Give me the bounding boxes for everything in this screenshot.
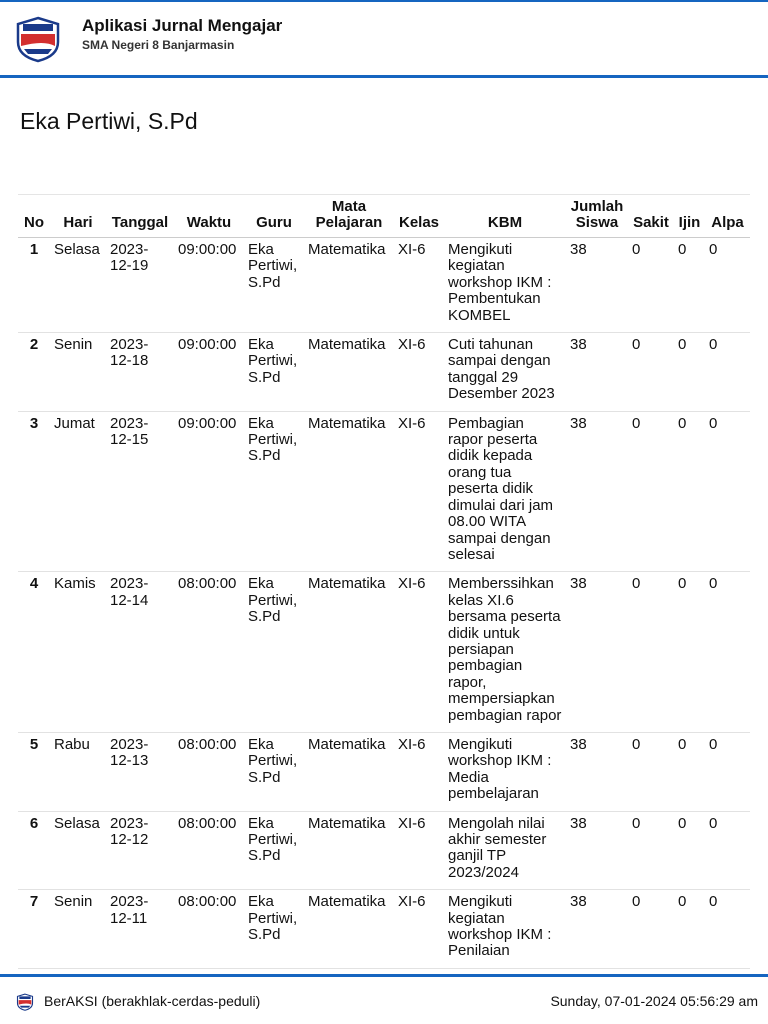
footer-motto: BerAKSI (berakhlak-cerdas-peduli) bbox=[44, 993, 261, 1009]
cell-sakit: 0 bbox=[628, 411, 674, 572]
column-header: Guru bbox=[244, 195, 304, 238]
app-footer bbox=[0, 974, 768, 1024]
cell-jumlah: 38 bbox=[566, 890, 628, 969]
cell-kbm: Pembagian rapor peserta didik kepada orang tua peserta didik dimulai dari jam 08.00 WITA sampai dengan selesai bbox=[444, 411, 566, 572]
cell-hari: Selasa bbox=[50, 811, 106, 890]
column-header: Mata Pelajaran bbox=[304, 195, 394, 238]
cell-mapel: Matematika bbox=[304, 411, 394, 572]
journal-table bbox=[18, 194, 750, 997]
cell-alpa: 0 bbox=[705, 732, 750, 811]
table-row bbox=[18, 732, 750, 811]
cell-sakit: 0 bbox=[628, 732, 674, 811]
cell-guru: Eka Pertiwi, S.Pd bbox=[244, 333, 304, 412]
cell-tanggal: 2023-12-15 bbox=[106, 411, 174, 572]
cell-alpa: 0 bbox=[705, 333, 750, 412]
cell-mapel: Matematika bbox=[304, 732, 394, 811]
app-header bbox=[0, 0, 768, 78]
cell-ijin: 0 bbox=[674, 572, 705, 733]
cell-tanggal: 2023-12-18 bbox=[106, 333, 174, 412]
cell-sakit: 0 bbox=[628, 811, 674, 890]
cell-no: 3 bbox=[18, 411, 50, 572]
cell-hari: Senin bbox=[50, 333, 106, 412]
column-header: Jumlah Siswa bbox=[566, 195, 628, 238]
cell-kelas: XI-6 bbox=[394, 732, 444, 811]
cell-kbm: Mengolah nilai akhir semester ganjil TP 2023/2024 bbox=[444, 811, 566, 890]
school-name: SMA Negeri 8 Banjarmasin bbox=[82, 38, 235, 52]
cell-ijin: 0 bbox=[674, 333, 705, 412]
cell-ijin: 0 bbox=[674, 238, 705, 333]
cell-guru: Eka Pertiwi, S.Pd bbox=[244, 890, 304, 969]
cell-waktu: 08:00:00 bbox=[174, 890, 244, 969]
cell-kbm: Memberssihkan kelas XI.6 bersama peserta didik untuk persiapan pembagian rapor, mempersiapkan pembagian rapor bbox=[444, 572, 566, 733]
cell-waktu: 09:00:00 bbox=[174, 411, 244, 572]
cell-ijin: 0 bbox=[674, 890, 705, 969]
column-header: Hari bbox=[50, 195, 106, 238]
cell-no: 7 bbox=[18, 890, 50, 969]
table-body bbox=[18, 238, 750, 998]
cell-jumlah: 38 bbox=[566, 811, 628, 890]
school-logo-icon bbox=[14, 16, 62, 62]
column-header: Alpa bbox=[705, 195, 750, 238]
table-row bbox=[18, 333, 750, 412]
cell-no: 2 bbox=[18, 333, 50, 412]
cell-alpa: 0 bbox=[705, 572, 750, 733]
cell-kbm: Mengikuti workshop IKM : Media pembelajaran bbox=[444, 732, 566, 811]
cell-waktu: 09:00:00 bbox=[174, 333, 244, 412]
table-row bbox=[18, 238, 750, 333]
cell-sakit: 0 bbox=[628, 333, 674, 412]
cell-kelas: XI-6 bbox=[394, 890, 444, 969]
cell-jumlah: 38 bbox=[566, 333, 628, 412]
cell-waktu: 09:00:00 bbox=[174, 238, 244, 333]
cell-jumlah: 38 bbox=[566, 238, 628, 333]
cell-kelas: XI-6 bbox=[394, 411, 444, 572]
cell-ijin: 0 bbox=[674, 811, 705, 890]
cell-kbm: Cuti tahunan sampai dengan tanggal 29 Desember 2023 bbox=[444, 333, 566, 412]
cell-no: 6 bbox=[18, 811, 50, 890]
cell-kelas: XI-6 bbox=[394, 811, 444, 890]
cell-tanggal: 2023-12-19 bbox=[106, 238, 174, 333]
table-row bbox=[18, 572, 750, 733]
cell-mapel: Matematika bbox=[304, 890, 394, 969]
column-header: Kelas bbox=[394, 195, 444, 238]
cell-alpa: 0 bbox=[705, 238, 750, 333]
cell-kelas: XI-6 bbox=[394, 238, 444, 333]
cell-alpa: 0 bbox=[705, 811, 750, 890]
cell-waktu: 08:00:00 bbox=[174, 572, 244, 733]
cell-mapel: Matematika bbox=[304, 572, 394, 733]
cell-guru: Eka Pertiwi, S.Pd bbox=[244, 238, 304, 333]
page-title: Eka Pertiwi, S.Pd bbox=[20, 108, 198, 134]
footer-datetime: Sunday, 07-01-2024 05:56:29 am bbox=[550, 993, 758, 1009]
cell-tanggal: 2023-12-14 bbox=[106, 572, 174, 733]
cell-hari: Selasa bbox=[50, 238, 106, 333]
column-header: Tanggal bbox=[106, 195, 174, 238]
cell-hari: Senin bbox=[50, 890, 106, 969]
cell-hari: Rabu bbox=[50, 732, 106, 811]
cell-sakit: 0 bbox=[628, 572, 674, 733]
column-header: No bbox=[18, 195, 50, 238]
column-header: Ijin bbox=[674, 195, 705, 238]
cell-waktu: 08:00:00 bbox=[174, 811, 244, 890]
cell-mapel: Matematika bbox=[304, 238, 394, 333]
cell-kbm: Mengikuti kegiatan workshop IKM : Penilaian bbox=[444, 890, 566, 969]
cell-tanggal: 2023-12-11 bbox=[106, 890, 174, 969]
table-header-row bbox=[18, 195, 750, 238]
cell-hari: Jumat bbox=[50, 411, 106, 572]
cell-guru: Eka Pertiwi, S.Pd bbox=[244, 411, 304, 572]
journal-table-container[interactable] bbox=[18, 194, 750, 974]
table-row bbox=[18, 411, 750, 572]
column-header: KBM bbox=[444, 195, 566, 238]
cell-guru: Eka Pertiwi, S.Pd bbox=[244, 732, 304, 811]
cell-ijin: 0 bbox=[674, 732, 705, 811]
cell-alpa: 0 bbox=[705, 411, 750, 572]
cell-sakit: 0 bbox=[628, 238, 674, 333]
cell-guru: Eka Pertiwi, S.Pd bbox=[244, 811, 304, 890]
app-title: Aplikasi Jurnal Mengajar bbox=[82, 16, 283, 35]
cell-jumlah: 38 bbox=[566, 732, 628, 811]
table-row bbox=[18, 811, 750, 890]
cell-kelas: XI-6 bbox=[394, 572, 444, 733]
cell-mapel: Matematika bbox=[304, 333, 394, 412]
school-logo-small-icon bbox=[16, 993, 34, 1011]
cell-sakit: 0 bbox=[628, 890, 674, 969]
cell-mapel: Matematika bbox=[304, 811, 394, 890]
column-header: Waktu bbox=[174, 195, 244, 238]
cell-waktu: 08:00:00 bbox=[174, 732, 244, 811]
column-header: Sakit bbox=[628, 195, 674, 238]
cell-kbm: Mengikuti kegiatan workshop IKM : Pembentukan KOMBEL bbox=[444, 238, 566, 333]
cell-no: 4 bbox=[18, 572, 50, 733]
cell-tanggal: 2023-12-13 bbox=[106, 732, 174, 811]
cell-kelas: XI-6 bbox=[394, 333, 444, 412]
cell-tanggal: 2023-12-12 bbox=[106, 811, 174, 890]
cell-jumlah: 38 bbox=[566, 411, 628, 572]
cell-hari: Kamis bbox=[50, 572, 106, 733]
table-row bbox=[18, 890, 750, 969]
cell-no: 5 bbox=[18, 732, 50, 811]
cell-guru: Eka Pertiwi, S.Pd bbox=[244, 572, 304, 733]
cell-no: 1 bbox=[18, 238, 50, 333]
cell-ijin: 0 bbox=[674, 411, 705, 572]
cell-jumlah: 38 bbox=[566, 572, 628, 733]
cell-alpa: 0 bbox=[705, 890, 750, 969]
